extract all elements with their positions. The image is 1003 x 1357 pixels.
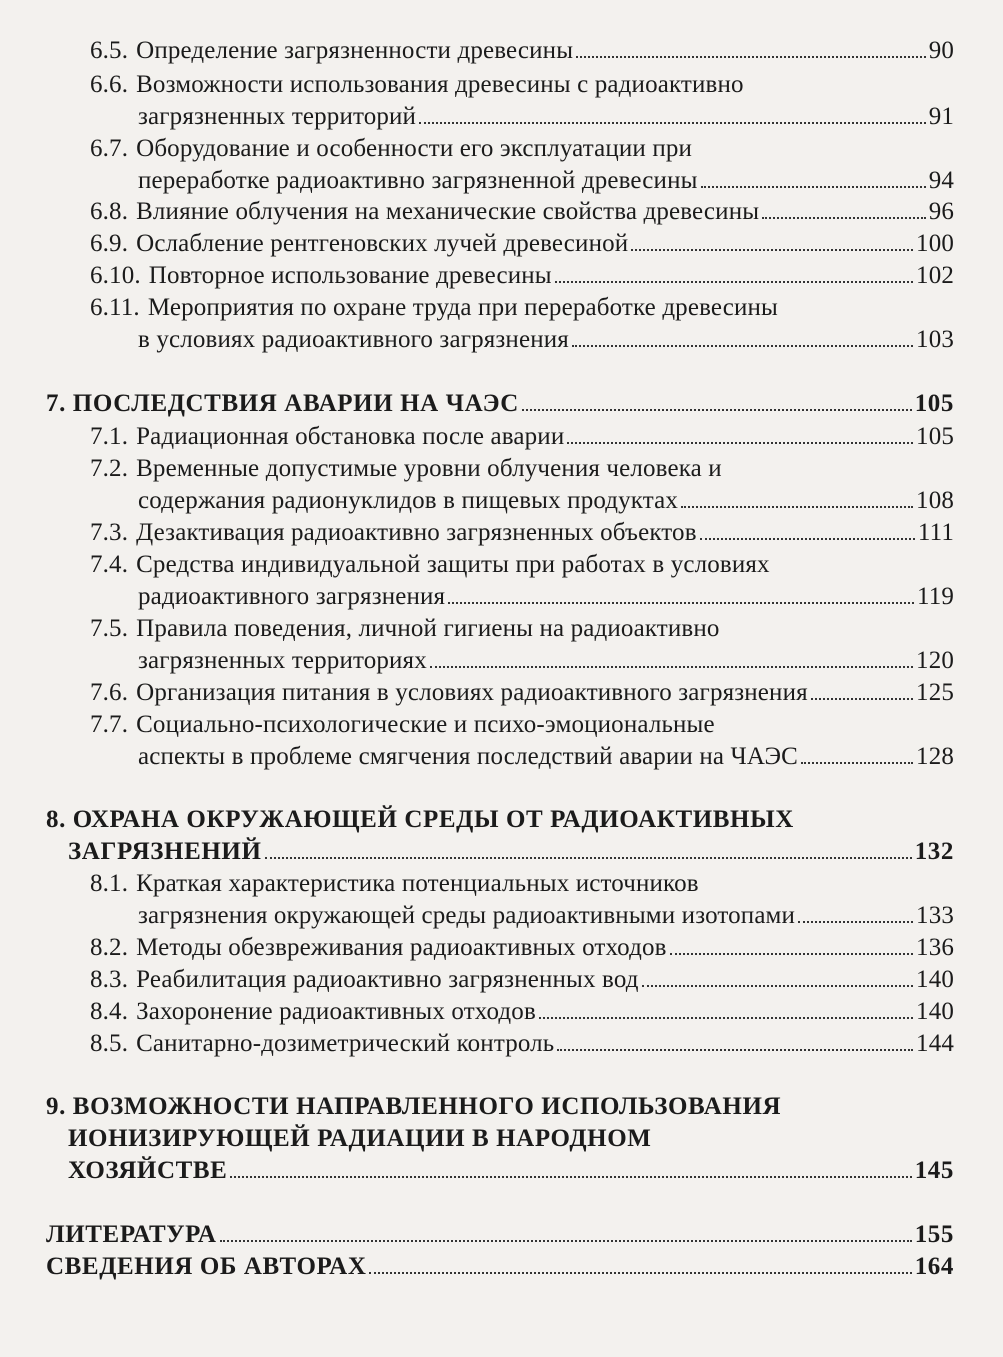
page-number: 91: [928, 103, 954, 130]
dot-leader: [220, 1240, 912, 1242]
section-number: 8.4.: [90, 998, 129, 1025]
chapter-title-line3: ХОЗЯЙСТВЕ: [68, 1157, 228, 1184]
section-title: Радиационная обстановка после аварии: [136, 423, 565, 450]
section-title-line2: содержания радионуклидов в пищевых продуктах: [138, 487, 679, 514]
toc-entry-7-7: [90, 709, 954, 773]
toc-entry-6-8: [90, 196, 954, 228]
section-title-line2: в условиях радиоактивного загрязнения: [138, 326, 569, 353]
toc-entry-7-1: [90, 421, 954, 453]
section-title: Захоронение радиоактивных отходов: [136, 998, 536, 1025]
dot-leader: [557, 1049, 913, 1051]
page-number: 132: [914, 838, 954, 865]
section-number: 6.5.: [90, 37, 129, 64]
dot-leader: [419, 122, 926, 124]
page-number: 100: [916, 230, 954, 257]
page-number: 164: [914, 1253, 954, 1280]
page-number: 136: [916, 934, 954, 961]
dot-leader: [798, 921, 913, 923]
page-number: 94: [928, 167, 954, 194]
page-number: 105: [916, 423, 954, 450]
section-number: 7.4.: [90, 551, 129, 578]
section-number: 6.11.: [90, 294, 140, 321]
section-number: 7.5.: [90, 615, 129, 642]
page-number: 145: [914, 1157, 954, 1184]
toc-entry-8-4: [90, 996, 954, 1028]
section-title-line2: переработке радиоактивно загрязненной древесины: [138, 167, 698, 194]
page-number: 125: [916, 679, 954, 706]
section-title: Дезактивация радиоактивно загрязненных объектов: [136, 519, 697, 546]
section-number: 8.2.: [90, 934, 129, 961]
section-title: Санитарно-дозиметрический контроль: [136, 1030, 555, 1057]
page-number: 128: [916, 743, 954, 770]
page-number: 105: [914, 390, 954, 417]
section-title: Влияние облучения на механические свойства древесины: [136, 198, 760, 225]
dot-leader: [369, 1272, 911, 1274]
section-number: 6.10.: [90, 262, 141, 289]
section-title-line1: Мероприятия по охране труда при переработке древесины: [147, 294, 779, 321]
dot-leader: [572, 345, 913, 347]
dot-leader: [681, 506, 913, 508]
dot-leader: [801, 762, 913, 764]
toc-literature: [46, 1219, 954, 1251]
dot-leader: [670, 953, 913, 955]
toc-entry-8-3: [90, 964, 954, 996]
page-number: 144: [916, 1030, 954, 1057]
toc-entry-7-2: [90, 453, 954, 517]
toc-chapter-7: [46, 388, 954, 420]
page-number: 140: [916, 998, 954, 1025]
toc-entry-8-5: [90, 1028, 954, 1060]
section-number: 6.8.: [90, 198, 129, 225]
toc-entry-8-2: [90, 932, 954, 964]
section-number: 6.6.: [90, 71, 129, 98]
dot-leader: [700, 538, 915, 540]
chapter-title: 7. ПОСЛЕДСТВИЯ АВАРИИ НА ЧАЭС: [46, 390, 519, 417]
section-title-line1: Оборудование и особенности его эксплуатации при: [136, 135, 693, 162]
section-number: 7.3.: [90, 519, 129, 546]
toc-chapter-9: [46, 1091, 954, 1187]
literature-title: ЛИТЕРАТУРА: [46, 1221, 217, 1248]
page-number: 96: [928, 198, 954, 225]
dot-leader: [539, 1017, 913, 1019]
page-number: 102: [916, 262, 954, 289]
dot-leader: [631, 249, 913, 251]
toc-entry-6-11: [90, 292, 954, 356]
page-number: 155: [914, 1221, 954, 1248]
page-number: 108: [916, 487, 954, 514]
section-number: 7.6.: [90, 679, 129, 706]
toc-entry-6-5: [90, 35, 954, 67]
section-number: 6.7.: [90, 135, 129, 162]
toc-authors: [46, 1251, 954, 1283]
toc-entry-8-1: [90, 868, 954, 932]
toc-entry-6-9: [90, 228, 954, 260]
page-number: 120: [916, 647, 954, 674]
section-title-line1: Социально-психологические и психо-эмоциональные: [136, 711, 715, 738]
dot-leader: [567, 442, 913, 444]
page-number: 90: [928, 37, 954, 64]
toc-entry-6-10: [90, 260, 954, 292]
authors-title: СВЕДЕНИЯ ОБ АВТОРАХ: [46, 1253, 367, 1280]
dot-leader: [701, 186, 926, 188]
section-number: 7.2.: [90, 455, 129, 482]
page-number: 133: [916, 902, 954, 929]
page-number: 111: [917, 519, 954, 546]
chapter-title-line1: 9. ВОЗМОЖНОСТИ НАПРАВЛЕННОГО ИСПОЛЬЗОВАНИЯ: [46, 1093, 782, 1120]
section-title: Повторное использование древесины: [148, 262, 552, 289]
section-title-line2: загрязненных территорий: [138, 103, 417, 130]
section-title: Организация питания в условиях радиоактивного загрязнения: [136, 679, 808, 706]
section-title: Ослабление рентгеновских лучей древесиной: [136, 230, 629, 257]
toc-entry-6-7: [90, 133, 954, 197]
chapter-title-line2: ИОНИЗИРУЮЩЕЙ РАДИАЦИИ В НАРОДНОМ: [68, 1125, 652, 1152]
dot-leader: [555, 281, 913, 283]
section-title-line2: аспекты в проблеме смягчения последствий аварии на ЧАЭС: [138, 743, 798, 770]
section-number: 7.7.: [90, 711, 129, 738]
chapter-title-line2: ЗАГРЯЗНЕНИЙ: [68, 838, 262, 865]
section-number: 8.3.: [90, 966, 129, 993]
toc-entry-6-6: [90, 69, 954, 133]
section-title-line1: Временные допустимые уровни облучения человека и: [136, 455, 722, 482]
toc-entry-7-5: [90, 613, 954, 677]
section-title-line1: Средства индивидуальной защиты при работах в условиях: [136, 551, 770, 578]
section-title-line2: загрязнения окружающей среды радиоактивными изотопами: [138, 902, 796, 929]
dot-leader: [230, 1176, 911, 1178]
dot-leader: [642, 985, 913, 987]
section-title: Реабилитация радиоактивно загрязненных вод: [136, 966, 639, 993]
section-title-line1: Краткая характеристика потенциальных источников: [136, 870, 699, 897]
chapter-title-line1: 8. ОХРАНА ОКРУЖАЮЩЕЙ СРЕДЫ ОТ РАДИОАКТИВНЫХ: [46, 806, 794, 833]
section-title-line2: радиоактивного загрязнения: [138, 583, 446, 610]
section-number: 8.5.: [90, 1030, 129, 1057]
toc-entry-7-6: [90, 677, 954, 709]
section-title-line2: загрязненных территориях: [138, 647, 427, 674]
dot-leader: [522, 409, 912, 411]
section-title-line1: Возможности использования древесины с радиоактивно: [136, 71, 744, 98]
dot-leader: [448, 602, 914, 604]
toc-entry-7-4: [90, 549, 954, 613]
dot-leader: [430, 666, 913, 668]
toc-entry-7-3: [90, 517, 954, 549]
toc-chapter-8: [46, 804, 954, 868]
dot-leader: [811, 698, 913, 700]
section-title: Определение загрязненности древесины: [136, 37, 574, 64]
dot-leader: [762, 217, 926, 219]
dot-leader: [265, 857, 912, 859]
section-number: 8.1.: [90, 870, 129, 897]
page-number: 119: [916, 583, 954, 610]
section-number: 6.9.: [90, 230, 129, 257]
section-title: Методы обезвреживания радиоактивных отходов: [136, 934, 667, 961]
section-title-line1: Правила поведения, личной гигиены на радиоактивно: [136, 615, 720, 642]
dot-leader: [576, 56, 926, 58]
page-number: 140: [916, 966, 954, 993]
page-number: 103: [916, 326, 954, 353]
section-number: 7.1.: [90, 423, 129, 450]
